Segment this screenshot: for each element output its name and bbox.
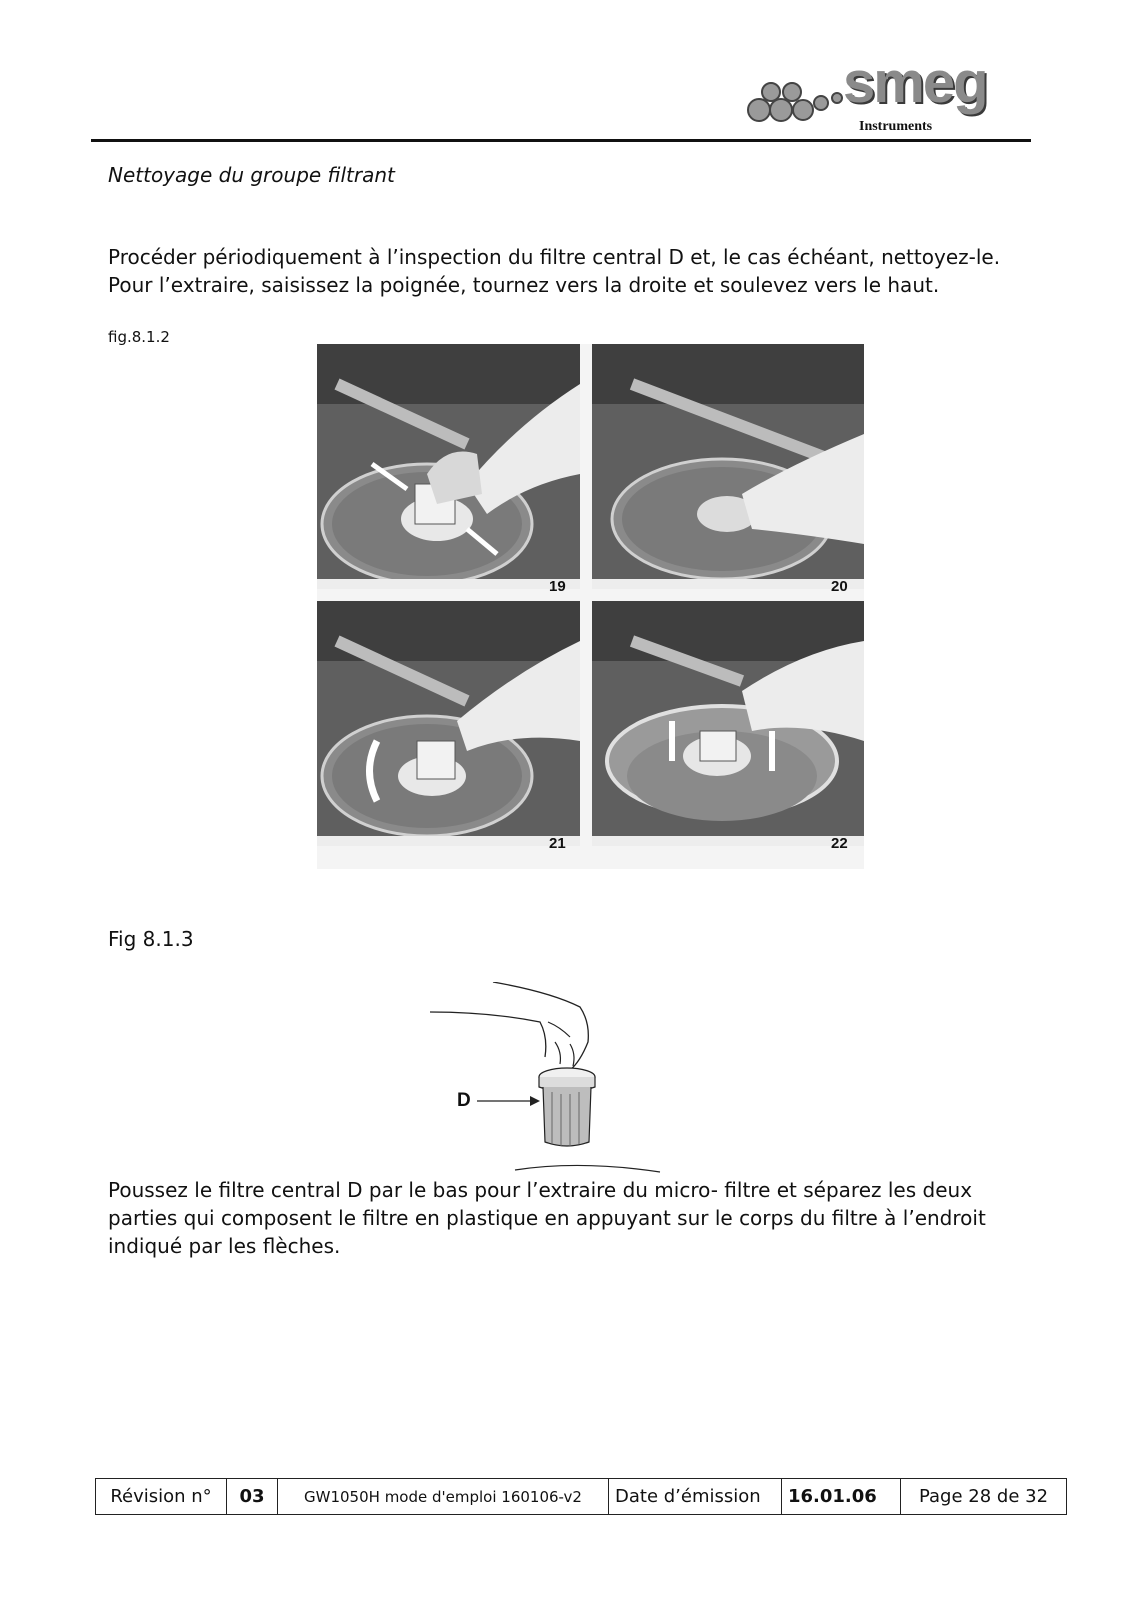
document-name: GW1050H mode d'emploi 160106-v2: [278, 1479, 609, 1515]
header-divider: [91, 139, 1031, 142]
photo-panel-20: [592, 344, 864, 589]
section-title: Nettoyage du groupe filtrant: [108, 163, 395, 187]
outro-line: Poussez le filtre central D par le bas pour l’extraire du micro- filtre et séparez les deux: [108, 1178, 973, 1202]
revision-value: 03: [227, 1479, 278, 1515]
outro-paragraph: [108, 1176, 1068, 1260]
logo-subtext: Instruments: [859, 119, 933, 134]
date-label: Date d’émission: [609, 1479, 782, 1515]
intro-line: Procéder périodiquement à l’inspection du filtre central D et, le cas échéant, nettoyez-le.: [108, 245, 1001, 269]
hand-filter-illustration: [430, 982, 675, 1177]
photo-panel-number: 22: [831, 835, 848, 852]
photo-panel-number: 20: [831, 578, 848, 595]
date-value: 16.01.06: [782, 1479, 901, 1515]
dishwasher-filter-photo: [317, 344, 580, 589]
intro-paragraph: [108, 243, 1058, 299]
smeg-logo: [745, 50, 1035, 136]
logo-wordmark: smeg: [843, 50, 987, 115]
photo-panel-number: 19: [549, 578, 566, 595]
outro-line: indiqué par les flèches.: [108, 1234, 341, 1258]
filter-callout-label: D: [457, 1090, 471, 1111]
intro-line: Pour l’extraire, saisissez la poignée, tournez vers la droite et soulevez vers le haut.: [108, 273, 940, 297]
dishwasher-filter-photo: [592, 344, 864, 589]
photo-panel-21: [317, 601, 580, 846]
dishwasher-filter-photo: [592, 601, 864, 846]
photo-panel-22: [592, 601, 864, 846]
page-number: Page 28 de 32: [901, 1479, 1067, 1515]
photo-panel-number: 21: [549, 835, 566, 852]
dishwasher-filter-photo: [317, 601, 580, 846]
outro-line: parties qui composent le filtre en plastique en appuyant sur le corps du filtre à l’endroit: [108, 1206, 986, 1230]
figure-label: fig.8.1.2: [108, 328, 170, 346]
photo-panel-19: [317, 344, 580, 589]
figure-label: Fig 8.1.3: [108, 927, 194, 951]
document-footer: [95, 1478, 1067, 1515]
filter-line-drawing: [430, 982, 675, 1177]
filter-removal-photo-grid: [317, 344, 864, 869]
revision-label: Révision n°: [96, 1479, 227, 1515]
logo-dots-icon: [745, 76, 855, 126]
